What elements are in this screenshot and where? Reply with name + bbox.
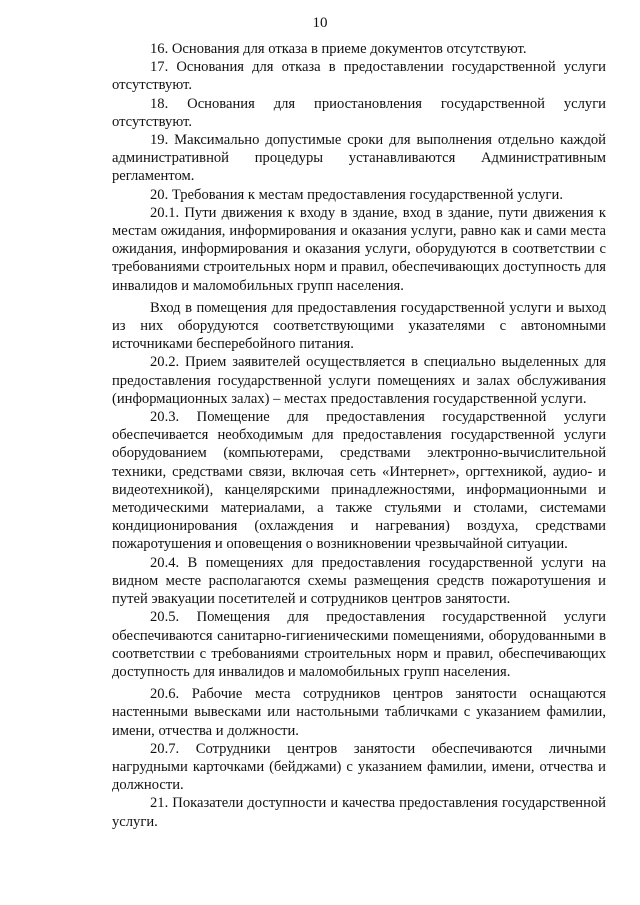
paragraph-20-6: 20.6. Рабочие места сотрудников центров занятости оснащаются настенными вывесками или настольными табличками с указанием фамилии, имени, отчества и должности. [112,686,606,739]
paragraph-20-3: 20.3. Помещение для предоставления государственной услуги обеспечивается необходимым для предоставления государственной услуги оборудованием (компьютерами, средствами электронно-вычислительной техники, средствами связи, включая сеть «Интернет», оргтехникой, аудио- и видеотехникой), канцелярскими принадлежностями, информационными и методическими материалами, а также стульями и столами, системами кондиционирования (охлаждения и нагревания) воздуха, средствами пожаротушения и оповещения о возникновении чрезвычайной ситуации. [112,409,606,553]
paragraph-entrance: Вход в помещения для предоставления государственной услуги и выход из них оборудуются соответствующими указателями с автономными источниками бесперебойного питания. [112,299,606,353]
paragraph-20-1: 20.1. Пути движения к входу в здание, вход в здание, пути движения к местам ожидания, информирования и оказания услуги, равно как и сами места ожидания, информирования и оказания услуги, оборудуются в соответствии с требованиями строительных норм и правил, обеспечивающих доступность для инвалидов и маломобильных групп населения. [112,204,606,294]
paragraph-17: 17. Основания для отказа в предоставлении государственной услуги отсутствуют. [112,59,606,94]
paragraph-20-5: 20.5. Помещения для предоставления государственной услуги обеспечиваются санитарно-гигиеническими помещениями, оборудованными в соответствии с требованиями строительных норм и правил, обеспечивающих доступность для инвалидов и маломобильных групп населения. [112,609,606,680]
paragraph-19: 19. Максимально допустимые сроки для выполнения отдельно каждой административной процедуры устанавливаются Административным регламентом. [112,132,606,185]
document-body [112,40,606,831]
paragraph-20: 20. Требования к местам предоставления государственной услуги. [150,186,563,203]
paragraph-18: 18. Основания для приостановления государственной услуги отсутствуют. [112,95,606,130]
paragraph-21: 21. Показатели доступности и качества предоставления государственной услуги. [112,795,606,830]
paragraph-20-7: 20.7. Сотрудники центров занятости обеспечиваются личными нагрудными карточками (бейджами) с указанием фамилии, имени, отчества и должности. [112,740,606,794]
paragraph-16: 16. Основания для отказа в приеме документов отсутствуют. [150,41,527,57]
paragraph-20-2: 20.2. Прием заявителей осуществляется в специально выделенных для предоставления государственной услуги помещениях и залах обслуживания (информационных залах) – местах предоставления государственной услуги. [112,354,606,407]
page-number: 10 [312,15,328,31]
paragraph-20-4: 20.4. В помещениях для предоставления государственной услуги на видном месте располагаются схемы размещения средств пожаротушения и путей эвакуации посетителей и сотрудников центров занятости. [112,554,606,608]
